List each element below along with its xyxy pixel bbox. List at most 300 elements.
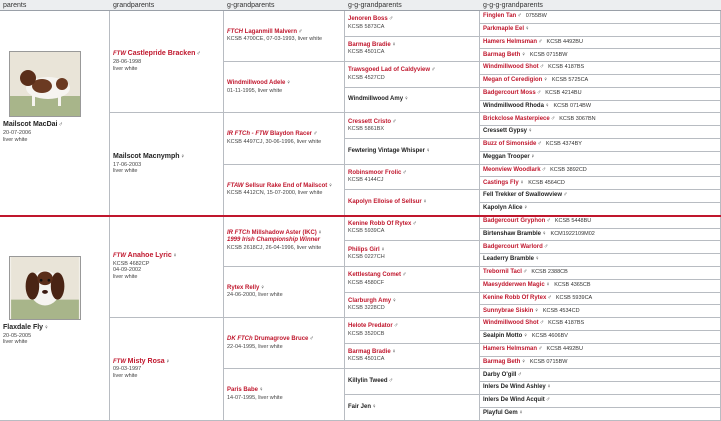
- dog-name-link[interactable]: Parkmaple Eel: [483, 25, 525, 32]
- registration-number: KCSB 3892CD: [550, 166, 587, 173]
- dog-name-link[interactable]: Mailscot MacDai: [3, 121, 58, 128]
- dog-name-link[interactable]: Leaderry Bramble: [483, 256, 535, 263]
- gg-grandparent-cell: [345, 190, 480, 216]
- sex-symbol: ♂: [517, 13, 522, 20]
- gg-grandparent-cell: [345, 395, 480, 421]
- sex-symbol: ♂: [547, 294, 552, 301]
- birth-date: 20-05-2005: [3, 332, 32, 339]
- dog-name-link[interactable]: Birtenshaw Bramble: [483, 230, 542, 237]
- dog-details: KCSB 4412CN, 15-07-2000, liver white: [227, 190, 323, 196]
- g-grandparent-cell: [224, 267, 345, 318]
- sex-symbol: ♂: [563, 192, 568, 199]
- grandparent-cell: [110, 216, 224, 318]
- coat-color: liver white: [113, 66, 138, 73]
- dog-name-link[interactable]: Laganmill Malvern: [244, 28, 298, 35]
- registration-number: KCSB 5939CA: [555, 294, 593, 301]
- title-prefix: FTW: [113, 51, 126, 58]
- sex-symbol: ♂: [550, 115, 556, 122]
- registration-number: KCSB 4564CD: [528, 179, 565, 186]
- registration-number: KCSB 4492BU: [546, 38, 583, 45]
- registration-number: KCSB 4187BS: [548, 320, 585, 327]
- sex-symbol: ♀: [535, 256, 540, 263]
- dog-name-link[interactable]: Killylin Tweed: [348, 377, 388, 384]
- dog-name-link[interactable]: Windmillwood Shot: [483, 64, 539, 71]
- dog-name-line: [483, 52, 717, 60]
- gg-grandparent-cell: [345, 216, 480, 242]
- dog-photo[interactable]: [9, 51, 81, 117]
- title-prefix: IR FTCh: [227, 229, 250, 236]
- dog-name-link[interactable]: Inlers De Wind Acquit: [483, 397, 545, 404]
- sex-symbol: ♀: [534, 307, 539, 314]
- parent-cell: [0, 11, 110, 216]
- dog-name-line: [483, 180, 717, 188]
- dog-name-link[interactable]: Maesydderwen Magic: [483, 281, 545, 288]
- registration-number: KCSB 0715BW: [529, 51, 568, 58]
- dog-name-link[interactable]: Jenoren Boss: [348, 16, 388, 23]
- dog-name-link[interactable]: Rytex Relly: [227, 284, 260, 291]
- dog-name-line: [227, 387, 341, 395]
- sex-symbol: ♂: [412, 220, 417, 227]
- dog-name-link[interactable]: Badgercourt Warlord: [483, 243, 543, 250]
- gg-grandparent-cell: [345, 88, 480, 114]
- gg-grandparent-cell: [345, 139, 480, 165]
- ggg-grandparent-cell: [480, 357, 721, 370]
- dog-photo-icon: [10, 257, 80, 319]
- dog-name-line: [348, 148, 476, 156]
- dog-name-link[interactable]: Millshadow Aster (IKC): [251, 229, 317, 236]
- dog-name-line: [227, 131, 341, 139]
- sex-symbol: ♂: [546, 217, 551, 224]
- g-grandparent-cell: [224, 369, 345, 420]
- coat-color: liver white: [113, 168, 138, 175]
- dog-name-link[interactable]: Megan of Ceredigion: [483, 77, 543, 84]
- sex-symbol: ♂: [537, 141, 542, 148]
- dog-name-link[interactable]: Mailscot Macnymph: [113, 152, 180, 160]
- dog-name-link[interactable]: Hamers Helmsman: [483, 345, 538, 352]
- dog-name-line: [348, 221, 476, 229]
- birth-date: 09-03-1997: [113, 366, 142, 373]
- grandparent-cell: [110, 318, 224, 420]
- sex-symbol: ♀: [523, 333, 528, 340]
- ggg-grandparent-cell: [480, 177, 721, 190]
- sex-symbol: ♀: [545, 281, 551, 288]
- ggg-grandparent-cell: [480, 62, 721, 75]
- sex-symbol: ♀: [525, 25, 530, 32]
- registration-number: 0755BW: [525, 13, 547, 20]
- ggg-grandparent-cell: [480, 305, 721, 318]
- registration-number: KCSB 0714BW: [553, 102, 592, 109]
- dog-name-line: [483, 192, 717, 200]
- registration-number: KCSB 4580CF: [348, 279, 385, 286]
- column-header-0: parents: [0, 0, 110, 11]
- sex-symbol: ♀: [260, 284, 265, 291]
- sex-symbol: ♀: [404, 96, 409, 103]
- dog-name-line: [483, 346, 717, 354]
- dog-name-line: [483, 410, 717, 418]
- dog-name-line: [483, 167, 717, 175]
- dog-name-line: [348, 42, 476, 50]
- dog-name-link[interactable]: Anahoe Lyric: [127, 251, 172, 259]
- dog-name-link[interactable]: Sellsur Rake End of Mailscot: [245, 182, 328, 189]
- registration-number: KCSB 4492BU: [546, 345, 583, 352]
- gg-grandparent-cell: [345, 37, 480, 63]
- sex-symbol: ♀: [44, 324, 49, 331]
- dog-name-link[interactable]: Windmillwood Adele: [227, 80, 286, 87]
- sex-symbol: ♀: [530, 153, 536, 160]
- dog-name-line: [113, 50, 220, 59]
- registration-number: KCSB 4365CB: [554, 281, 591, 288]
- dog-name-line: [483, 256, 717, 264]
- gg-grandparent-cell: [345, 369, 480, 395]
- birth-date: 17-06-2003: [113, 161, 142, 168]
- gg-grandparent-cell: [345, 293, 480, 319]
- registration-number: KCSB 5448BU: [554, 217, 592, 224]
- sex-symbol: ♂: [545, 397, 551, 404]
- ggg-grandparent-cell: [480, 280, 721, 293]
- gg-grandparent-cell: [345, 344, 480, 370]
- dog-name-line: [348, 272, 476, 280]
- g-grandparent-cell: [224, 113, 345, 164]
- dog-name-link[interactable]: Finglen Tan: [483, 13, 517, 20]
- dog-name-line: [483, 244, 717, 252]
- dog-name-line: [3, 324, 106, 333]
- registration-number: KCSB 5725CA: [551, 77, 589, 84]
- ggg-grandparent-cell: [480, 254, 721, 267]
- dog-name-link[interactable]: Paris Babe: [227, 387, 259, 394]
- sex-symbol: ♂: [313, 131, 318, 138]
- g-grandparent-cell: [224, 165, 345, 216]
- dog-name-line: [3, 121, 106, 130]
- gg-grandparent-cell: [345, 267, 480, 293]
- sex-symbol: ♀: [544, 102, 550, 109]
- sex-symbol: ♀: [286, 80, 291, 87]
- dog-name-link[interactable]: Windmillwood Rhoda: [483, 102, 544, 109]
- title-prefix: IR FTCh - FTW: [227, 131, 269, 138]
- g-grandparent-cell: [224, 318, 345, 369]
- registration-number: KCSB 4501CA: [348, 49, 385, 56]
- registration-number: KCSB 3067BN: [559, 115, 596, 122]
- sex-symbol: ♀: [519, 179, 525, 186]
- registration-number: KCSB 4527CD: [348, 74, 385, 81]
- dog-photo-icon: [10, 52, 80, 116]
- dog-name-link[interactable]: Clarburgh Amy: [348, 297, 392, 304]
- dog-name-line: [113, 252, 220, 261]
- registration-number: KCSB 4682CP: [113, 260, 150, 267]
- coat-color: liver white: [113, 373, 138, 380]
- dog-name-line: [483, 372, 717, 380]
- sex-symbol: ♀: [523, 205, 528, 212]
- dog-name-link[interactable]: Trebornil Tacl: [483, 269, 522, 276]
- gg-grandparent-cell: [345, 241, 480, 267]
- dog-details: KCSB 4497CJ, 30-06-1996, liver white: [227, 138, 322, 145]
- dog-name-link[interactable]: Cressett Gypsy: [483, 128, 528, 135]
- dog-name-line: [483, 39, 717, 47]
- dog-name-line: [348, 96, 476, 104]
- sex-symbol: ♀: [391, 348, 397, 355]
- sex-symbol: ♂: [58, 122, 63, 128]
- dog-name-line: [483, 397, 717, 405]
- dog-name-line: [483, 320, 717, 328]
- dog-details: 14-07-1995, liver white: [227, 394, 283, 401]
- ggg-grandparent-cell: [480, 190, 721, 203]
- ggg-grandparent-cell: [480, 24, 721, 37]
- ggg-grandparent-cell: [480, 229, 721, 242]
- ggg-grandparent-cell: [480, 293, 721, 306]
- sex-symbol: ♂: [517, 371, 522, 378]
- dog-name-link[interactable]: Sunnybrae Siskin: [483, 307, 534, 314]
- dog-name-line: [348, 119, 476, 127]
- birth-date: 28-06-1998: [113, 59, 142, 66]
- sex-symbol: ♂: [388, 377, 394, 384]
- registration-number: KCSB 4501CA: [348, 356, 385, 363]
- dog-name-link[interactable]: Fell Trekker of Swallowview: [483, 192, 563, 199]
- dog-name-link[interactable]: Buzz of Simonside: [483, 141, 537, 148]
- sex-symbol: ♀: [165, 358, 171, 365]
- registration-number: KCSB 2388CB: [531, 269, 568, 276]
- dog-name-link[interactable]: Castlepride Bracken: [127, 50, 196, 58]
- dog-name-line: [483, 359, 717, 367]
- dog-name-link[interactable]: Barmag Beth: [483, 358, 521, 365]
- dog-name-link[interactable]: Castings Fly: [483, 179, 519, 186]
- dog-name-line: [483, 116, 717, 124]
- dog-name-link[interactable]: Philips Girl: [348, 246, 380, 253]
- ggg-grandparent-cell: [480, 216, 721, 229]
- sex-symbol: ♀: [391, 41, 397, 48]
- ggg-grandparent-cell: [480, 241, 721, 254]
- coat-color: liver white: [3, 136, 28, 143]
- coat-color: liver white: [113, 274, 138, 281]
- dog-name-link[interactable]: Windmillwood Amy: [348, 96, 404, 103]
- dog-name-line: [348, 323, 476, 331]
- registration-number: KCSB 5939CA: [348, 228, 385, 235]
- dog-name-line: [483, 231, 717, 239]
- dog-name-link[interactable]: Inlers De Wind Ashley: [483, 384, 546, 391]
- dog-name-link[interactable]: Helote Predator: [348, 323, 393, 330]
- dog-name-line: [348, 199, 476, 207]
- sex-symbol: ♀: [328, 182, 333, 189]
- dog-details: 24-06-2000, liver white: [227, 292, 283, 299]
- sex-symbol: ♀: [259, 387, 264, 394]
- dog-name-line: [113, 358, 220, 367]
- dog-name-link[interactable]: Brickclose Masterpiece: [483, 115, 550, 122]
- ggg-grandparent-cell: [480, 11, 721, 24]
- dog-name-line: [483, 308, 717, 316]
- birth-date: 04-09-2002: [113, 267, 142, 274]
- sex-symbol: ♀: [422, 198, 428, 205]
- ggg-grandparent-cell: [480, 126, 721, 139]
- registration-number: KCM1922109M02: [550, 230, 595, 237]
- sex-symbol: ♀: [392, 297, 397, 304]
- sex-symbol: ♀: [543, 77, 548, 84]
- dog-name-link[interactable]: Badgercourt Moss: [483, 89, 536, 96]
- dog-name-link[interactable]: Drumagrove Bruce: [254, 336, 309, 343]
- dog-name-link[interactable]: Playful Gem: [483, 409, 518, 416]
- dog-name-link[interactable]: Misty Rosa: [127, 357, 165, 365]
- dog-name-link[interactable]: Windmillwood Shot: [483, 320, 539, 327]
- dog-name-line: [227, 183, 341, 191]
- ggg-grandparent-cell: [480, 113, 721, 126]
- sex-symbol: ♂: [298, 28, 303, 35]
- g-grandparent-cell: [224, 216, 345, 267]
- dog-name-line: [227, 230, 341, 238]
- sex-symbol: ♀: [172, 252, 178, 259]
- ggg-grandparent-cell: [480, 395, 721, 408]
- dog-name-line: [483, 154, 717, 162]
- gg-grandparent-cell: [345, 62, 480, 88]
- sex-symbol: ♂: [431, 67, 436, 74]
- dog-name-line: [483, 90, 717, 98]
- sex-symbol: ♂: [196, 51, 201, 58]
- dog-name-line: [483, 77, 717, 85]
- grandparent-cell: [110, 113, 224, 215]
- dog-name-link[interactable]: Kenine Robb Of Rytex: [483, 294, 547, 301]
- g-grandparent-cell: [224, 62, 345, 113]
- column-header-3: g-g-grandparents: [345, 0, 480, 11]
- gg-grandparent-cell: [345, 11, 480, 37]
- sex-symbol: ♂: [388, 16, 394, 23]
- sex-symbol: ♂: [539, 64, 545, 71]
- dog-name-line: [348, 378, 476, 386]
- dog-name-link[interactable]: Barmag Bradie: [348, 348, 391, 355]
- registration-number: KCSB 4214BU: [545, 89, 582, 96]
- dog-name-link[interactable]: Badgercourt Gryphon: [483, 217, 546, 224]
- dog-name-link[interactable]: Meggan Trooper: [483, 153, 530, 160]
- sex-symbol: ♂: [402, 169, 407, 176]
- g-grandparent-cell: [224, 11, 345, 62]
- dog-name-line: [483, 141, 717, 149]
- sex-symbol: ♀: [317, 229, 323, 236]
- dog-name-link[interactable]: Hamers Helmsman: [483, 38, 538, 45]
- dog-name-line: [348, 67, 476, 75]
- sire-dam-separator: [0, 215, 721, 217]
- column-header-4: g-g-g-grandparents: [480, 0, 721, 11]
- dog-name-link[interactable]: Sealpin Motto: [483, 333, 523, 340]
- dog-details: 01-11-1995, liver white: [227, 87, 283, 94]
- sex-symbol: ♂: [543, 243, 549, 250]
- dog-name-line: [348, 404, 476, 412]
- dog-details: 22-04-1995, liver white: [227, 343, 283, 350]
- registration-number: KCSB 5873CA: [348, 23, 385, 30]
- sex-symbol: ♂: [541, 166, 547, 173]
- ggg-grandparent-cell: [480, 382, 721, 395]
- dog-name-line: [483, 282, 717, 290]
- ggg-grandparent-cell: [480, 152, 721, 165]
- dog-name-link[interactable]: Kapolyn Elloise of Sellsur: [348, 198, 422, 205]
- sex-symbol: ♂: [538, 38, 543, 45]
- dog-details: KCSB 4700CE, 07-03-1993, liver white: [227, 36, 323, 43]
- ggg-grandparent-cell: [480, 37, 721, 50]
- grandparent-cell: [110, 11, 224, 113]
- dog-name-line: [483, 64, 717, 72]
- registration-number: KCSB 3228CD: [348, 305, 385, 312]
- award-note: 1999 Irish Championship Winner: [227, 237, 320, 244]
- sex-symbol: ♂: [538, 345, 543, 352]
- dog-name-line: [348, 298, 476, 306]
- ggg-grandparent-cell: [480, 75, 721, 88]
- sex-symbol: ♂: [309, 336, 314, 343]
- dog-name-link[interactable]: Barmag Beth: [483, 51, 521, 58]
- sex-symbol: ♂: [539, 320, 545, 327]
- sex-symbol: ♀: [521, 51, 526, 58]
- registration-number: KCSB 4187BS: [548, 64, 585, 71]
- sex-symbol: ♀: [380, 246, 386, 253]
- dog-details: KCSB 2618CJ, 26-04-1996, liver white: [227, 244, 322, 251]
- dog-name-line: [227, 285, 341, 293]
- dog-name-link[interactable]: Meonview Woodlark: [483, 166, 541, 173]
- sex-symbol: ♀: [528, 128, 533, 135]
- dog-name-line: [348, 247, 476, 255]
- dog-name-link[interactable]: Kenine Robb Of Rytex: [348, 220, 412, 227]
- ggg-grandparent-cell: [480, 139, 721, 152]
- dog-name-line: [483, 384, 717, 392]
- title-prefix: FTAW: [227, 182, 244, 189]
- dog-name-link[interactable]: Fair Jen: [348, 403, 372, 410]
- dog-name-line: [483, 333, 717, 341]
- registration-number: KCSB 0715BW: [529, 358, 568, 365]
- title-prefix: FTW: [113, 252, 126, 259]
- gg-grandparent-cell: [345, 113, 480, 139]
- dog-name-line: [348, 170, 476, 178]
- registration-number: KCSB 4374BY: [545, 141, 582, 148]
- gg-grandparent-cell: [345, 165, 480, 191]
- dog-name-link[interactable]: Barmag Bradie: [348, 41, 391, 48]
- registration-number: KCSB 0227CH: [348, 254, 385, 260]
- dog-name-link[interactable]: Blaydon Racer: [270, 131, 313, 138]
- birth-date: 20-07-2006: [3, 129, 32, 136]
- dog-name-link[interactable]: Kettlestang Comet: [348, 272, 402, 279]
- dog-name-line: [227, 80, 341, 88]
- ggg-grandparent-cell: [480, 369, 721, 382]
- sex-symbol: ♂: [393, 323, 399, 330]
- dog-name-line: [227, 336, 341, 344]
- sex-symbol: ♀: [542, 230, 547, 237]
- dog-photo[interactable]: [9, 256, 81, 320]
- title-prefix: DK FTCh: [227, 336, 253, 343]
- registration-number: KCSB 4606BV: [531, 333, 568, 340]
- sex-symbol: ♂: [392, 118, 397, 125]
- parent-cell: [0, 216, 110, 421]
- dog-name-line: [348, 16, 476, 24]
- dog-name-line: [113, 153, 220, 162]
- gg-grandparent-cell: [345, 318, 480, 344]
- dog-name-link[interactable]: Robinsmoor Frolic: [348, 169, 402, 176]
- ggg-grandparent-cell: [480, 318, 721, 331]
- dog-name-link[interactable]: Fewtering Vintage Whisper: [348, 147, 425, 154]
- ggg-grandparent-cell: [480, 49, 721, 62]
- dog-name-line: [483, 103, 717, 111]
- dog-name-line: [227, 29, 341, 37]
- sex-symbol: ♂: [536, 89, 542, 96]
- ggg-grandparent-cell: [480, 88, 721, 101]
- dog-name-line: [348, 349, 476, 357]
- dog-name-link[interactable]: Darby O'gill: [483, 371, 517, 378]
- sex-symbol: ♀: [425, 147, 431, 154]
- dog-name-link[interactable]: Flaxdale Fly: [3, 323, 44, 331]
- column-header-2: g-grandparents: [224, 0, 345, 11]
- column-header-1: grandparents: [110, 0, 224, 11]
- ggg-grandparent-cell: [480, 165, 721, 178]
- sex-symbol: ♀: [372, 403, 377, 410]
- dog-name-link[interactable]: Cressett Cristo: [348, 118, 392, 125]
- dog-name-line: [483, 205, 717, 213]
- ggg-grandparent-cell: [480, 267, 721, 280]
- dog-name-link[interactable]: Kapolyn Alice: [483, 205, 523, 212]
- dog-name-line: [483, 218, 717, 226]
- dog-name-link[interactable]: Trawsgoed Lad of Caldyview: [348, 67, 431, 74]
- sex-symbol: ♀: [180, 153, 186, 160]
- registration-number: KCSB 5861BX: [348, 126, 385, 132]
- registration-number: KCSB 4144CJ: [348, 177, 384, 184]
